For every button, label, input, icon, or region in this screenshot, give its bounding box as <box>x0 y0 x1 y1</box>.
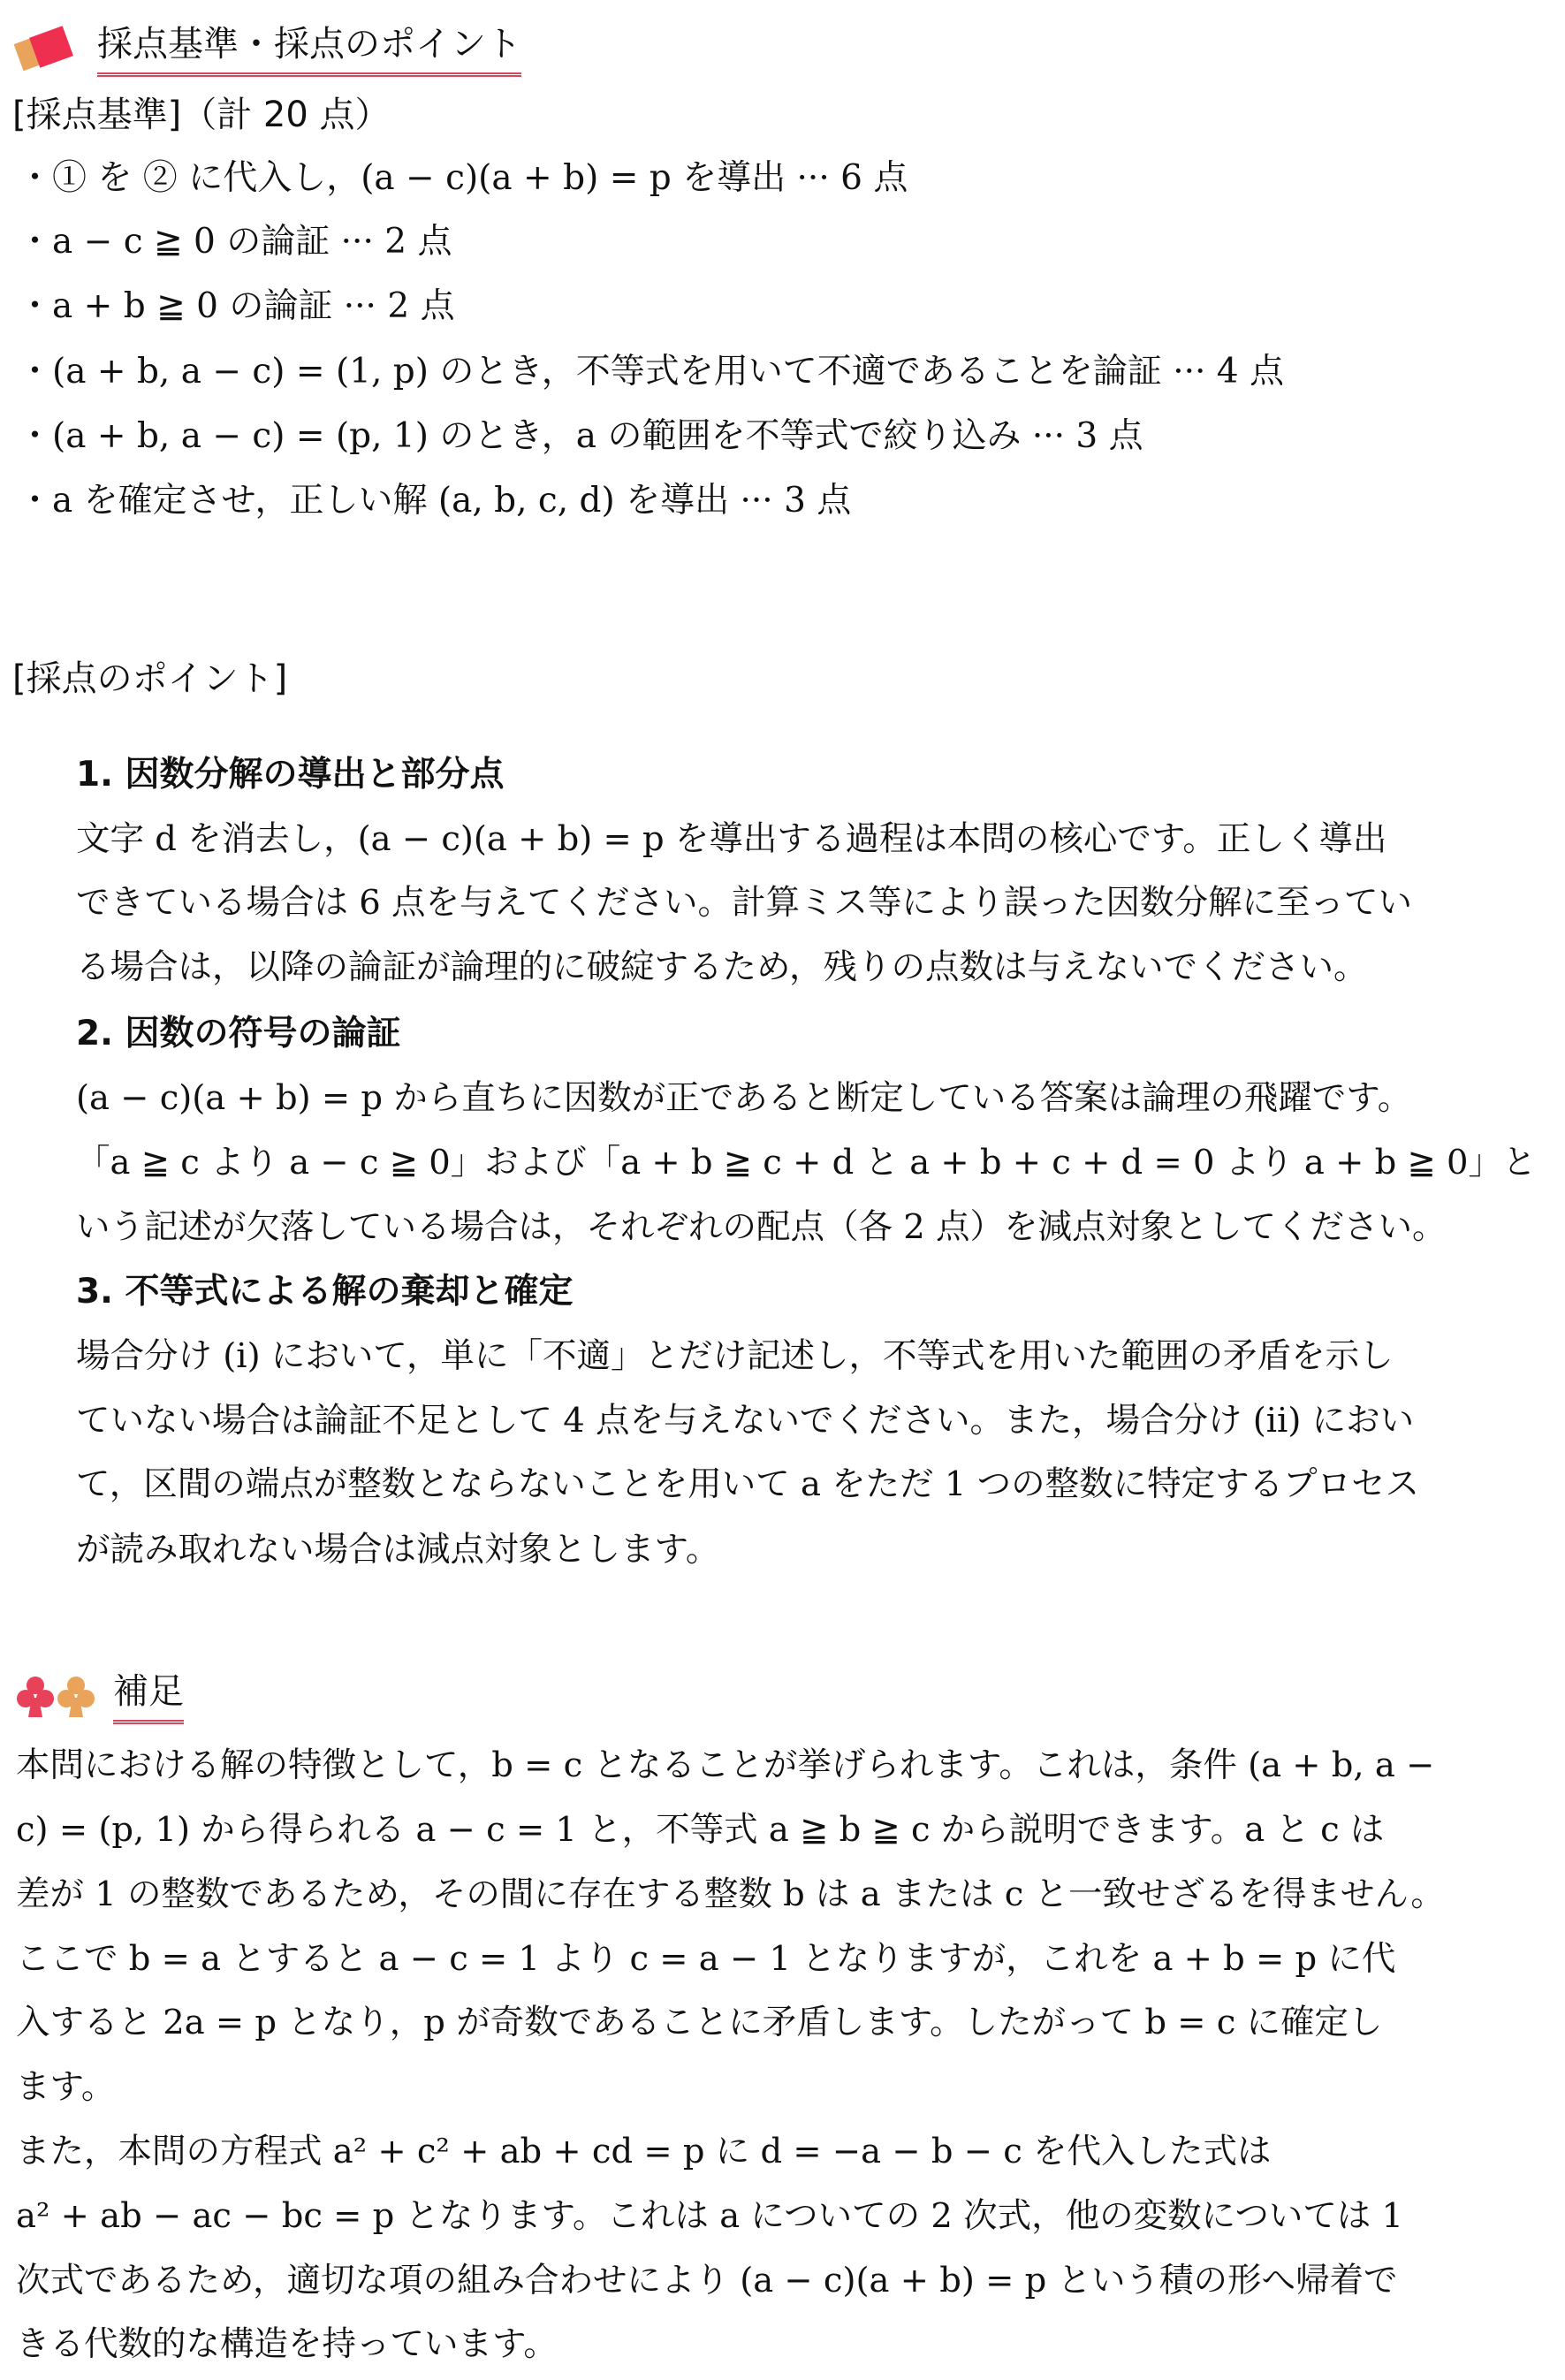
criteria-item: ・a − c ≧ 0 の論証 ··· 2 点 <box>18 222 452 262</box>
point-line: いう記述が欠落している場合は，それぞれの配点（各 2 点）を減点対象としてください。 <box>76 1207 1447 1247</box>
criteria-item: ・(a + b, a − c) = (p, 1) のとき，a の範囲を不等式で絞り込み ··· 3 点 <box>18 416 1143 456</box>
point-title: 3. 不等式による解の棄却と確定 <box>76 1272 574 1312</box>
supplement-heading-title: 補足 <box>113 1669 184 1724</box>
criteria-item: ・(a + b, a − c) = (1, p) のとき，不等式を用いて不適であることを論証 ··· 4 点 <box>18 352 1284 392</box>
point-line: る場合は，以降の論証が論理的に破綻するため，残りの点数は与えないでください。 <box>76 947 1368 987</box>
supplement-line: 入すると 2a = p となり，p が奇数であることに矛盾します。したがって b = c に確定し <box>16 2003 1383 2042</box>
point-title: 1. 因数分解の導出と部分点 <box>76 755 505 795</box>
supplement-heading <box>12 1669 184 1724</box>
supplement-line: 本問における解の特徴として，b = c となることが挙げられます。これは，条件 (a + b, a − <box>16 1745 1435 1785</box>
supplement-line: きる代数的な構造を持っています。 <box>16 2324 558 2364</box>
scoring-heading-title: 採点基準・採点のポイント <box>97 21 521 77</box>
supplement-line: 差が 1 の整数であるため，その間に存在する整数 b は a または c と一致せざるを得ません。 <box>16 1874 1445 1914</box>
criteria-item: ・a を確定させ，正しい解 (a, b, c, d) を導出 ··· 3 点 <box>18 481 852 521</box>
point-line: 場合分け (i) において，単に「不適」とだけ記述し，不等式を用いた範囲の矛盾を示し <box>76 1336 1394 1376</box>
criteria-item: ・① を ② に代入し，(a − c)(a + b) = p を導出 ··· 6 点 <box>18 158 908 198</box>
supplement-line: また，本問の方程式 a² + c² + ab + cd = p に d = −a − b − c を代入した式は <box>16 2132 1272 2171</box>
supplement-line: c) = (p, 1) から得られる a − c = 1 と，不等式 a ≧ b ≧ c から説明できます。a と c は <box>16 1810 1385 1850</box>
point-line: が読み取れない場合は減点対象とします。 <box>76 1530 720 1570</box>
criteria-item: ・a + b ≧ 0 の論証 ··· 2 点 <box>18 286 455 326</box>
point-line: (a − c)(a + b) = p から直ちに因数が正であると断定している答案は論理の飛躍です。 <box>76 1078 1412 1118</box>
points-title: [採点のポイント] <box>12 658 288 699</box>
point-line: 文字 d を消去し，(a − c)(a + b) = p を導出する過程は本問の核心です。正しく導出 <box>76 819 1387 859</box>
scoring-heading <box>12 21 521 77</box>
point-line: できている場合は 6 点を与えてください。計算ミス等により誤った因数分解に至ってい <box>76 883 1412 923</box>
point-line: て，区間の端点が整数とならないことを用いて a をただ 1 つの整数に特定するプロセス <box>76 1464 1420 1504</box>
point-line: ていない場合は論証不足として 4 点を与えないでください。また，場合分け (ii) におい <box>76 1401 1415 1441</box>
supplement-line: a² + ab − ac − bc = p となります。これは a についての 2 次式，他の変数については 1 <box>16 2196 1404 2236</box>
double-club-icon <box>12 1671 104 1722</box>
supplement-line: 次式であるため，適切な項の組み合わせにより (a − c)(a + b) = p という積の形へ帰着で <box>16 2261 1398 2300</box>
point-title: 2. 因数の符号の論証 <box>76 1014 401 1053</box>
supplement-line: ここで b = a とすると a − c = 1 より c = a − 1 となりますが，これを a + b = p に代 <box>16 1939 1396 1979</box>
criteria-title: [採点基準]（計 20 点） <box>12 95 391 135</box>
point-line: 「a ≧ c より a − c ≧ 0」および「a + b ≧ c + d と a + b + c + d = 0 より a + b ≧ 0」と <box>76 1143 1537 1182</box>
supplement-line: ます。 <box>16 2067 116 2107</box>
tilted-cards-icon <box>12 22 87 77</box>
